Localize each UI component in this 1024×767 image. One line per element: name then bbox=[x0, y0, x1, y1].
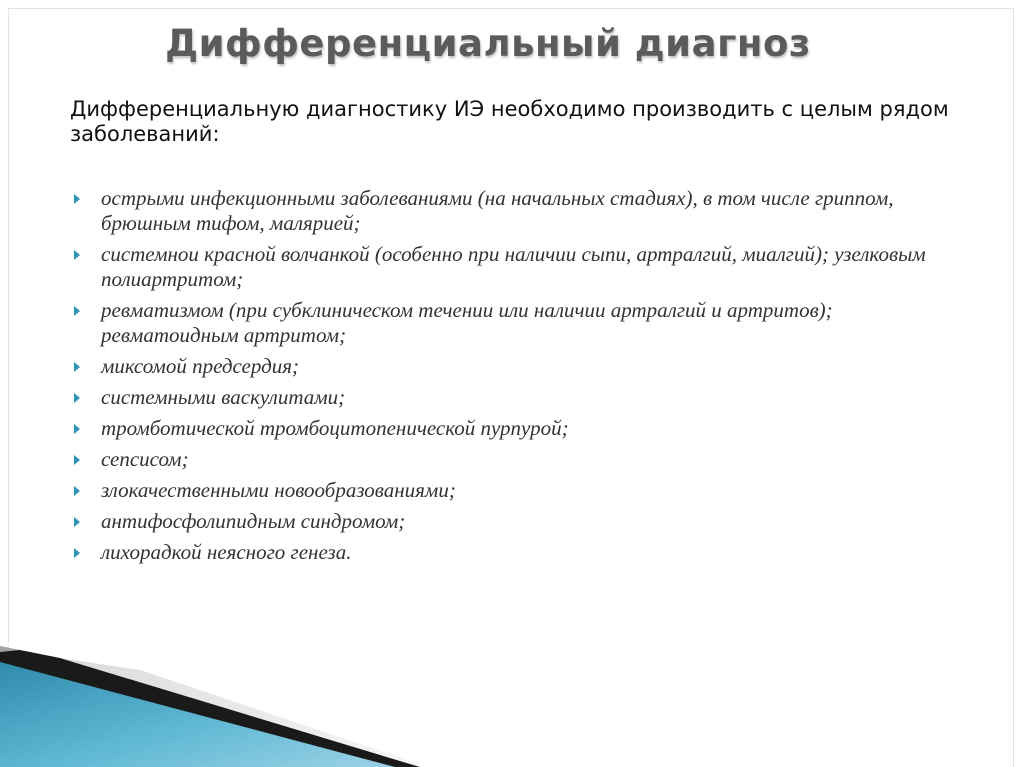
list-item bbox=[74, 509, 954, 534]
slide-title: Дифференциальный диагноз bbox=[165, 22, 811, 65]
list-item bbox=[74, 354, 954, 379]
list-item-text: ревматизмом (при субклиническом течении или наличии артралгий и артритов); ревматоидным артритом; bbox=[101, 298, 833, 347]
list-item bbox=[74, 186, 954, 236]
list-item-text: системными васкулитами; bbox=[101, 385, 346, 409]
list-item bbox=[74, 478, 954, 503]
list-item bbox=[74, 242, 954, 292]
triangle-right-icon bbox=[74, 486, 80, 496]
triangle-right-icon bbox=[74, 250, 80, 260]
list-item-text: сепсисом; bbox=[101, 447, 189, 471]
list-item-text: тромботической тромбоцитопенической пурпурой; bbox=[101, 416, 569, 440]
list-item bbox=[74, 385, 954, 410]
triangle-right-icon bbox=[74, 424, 80, 434]
list-item bbox=[74, 540, 954, 565]
triangle-right-icon bbox=[74, 306, 80, 316]
list-item-text: антифосфолипидным синдромом; bbox=[101, 509, 406, 533]
list-item-text: лихорадкой неясного генеза. bbox=[101, 540, 352, 564]
diagnosis-list bbox=[74, 186, 954, 571]
decorative-wave bbox=[0, 640, 420, 767]
list-item-text: острыми инфекционными заболеваниями (на начальных стадиях), в том числе гриппом, брюшным тифом, малярией; bbox=[101, 186, 894, 235]
list-item bbox=[74, 298, 954, 348]
list-item bbox=[74, 416, 954, 441]
triangle-right-icon bbox=[74, 194, 80, 204]
triangle-right-icon bbox=[74, 455, 80, 465]
list-item-text: злокачественными новообразованиями; bbox=[101, 478, 456, 502]
triangle-right-icon bbox=[74, 362, 80, 372]
triangle-right-icon bbox=[74, 517, 80, 527]
list-item-text: системнои красной волчанкой (особенно при наличии сыпи, артралгий, миалгий); узелковым полиартритом; bbox=[101, 242, 926, 291]
list-item-text: миксомой предсердия; bbox=[101, 354, 299, 378]
triangle-right-icon bbox=[74, 548, 80, 558]
list-item bbox=[74, 447, 954, 472]
triangle-right-icon bbox=[74, 393, 80, 403]
intro-text: Дифференциальную диагностику ИЭ необходимо производить с целым рядом заболеваний: bbox=[70, 97, 949, 146]
